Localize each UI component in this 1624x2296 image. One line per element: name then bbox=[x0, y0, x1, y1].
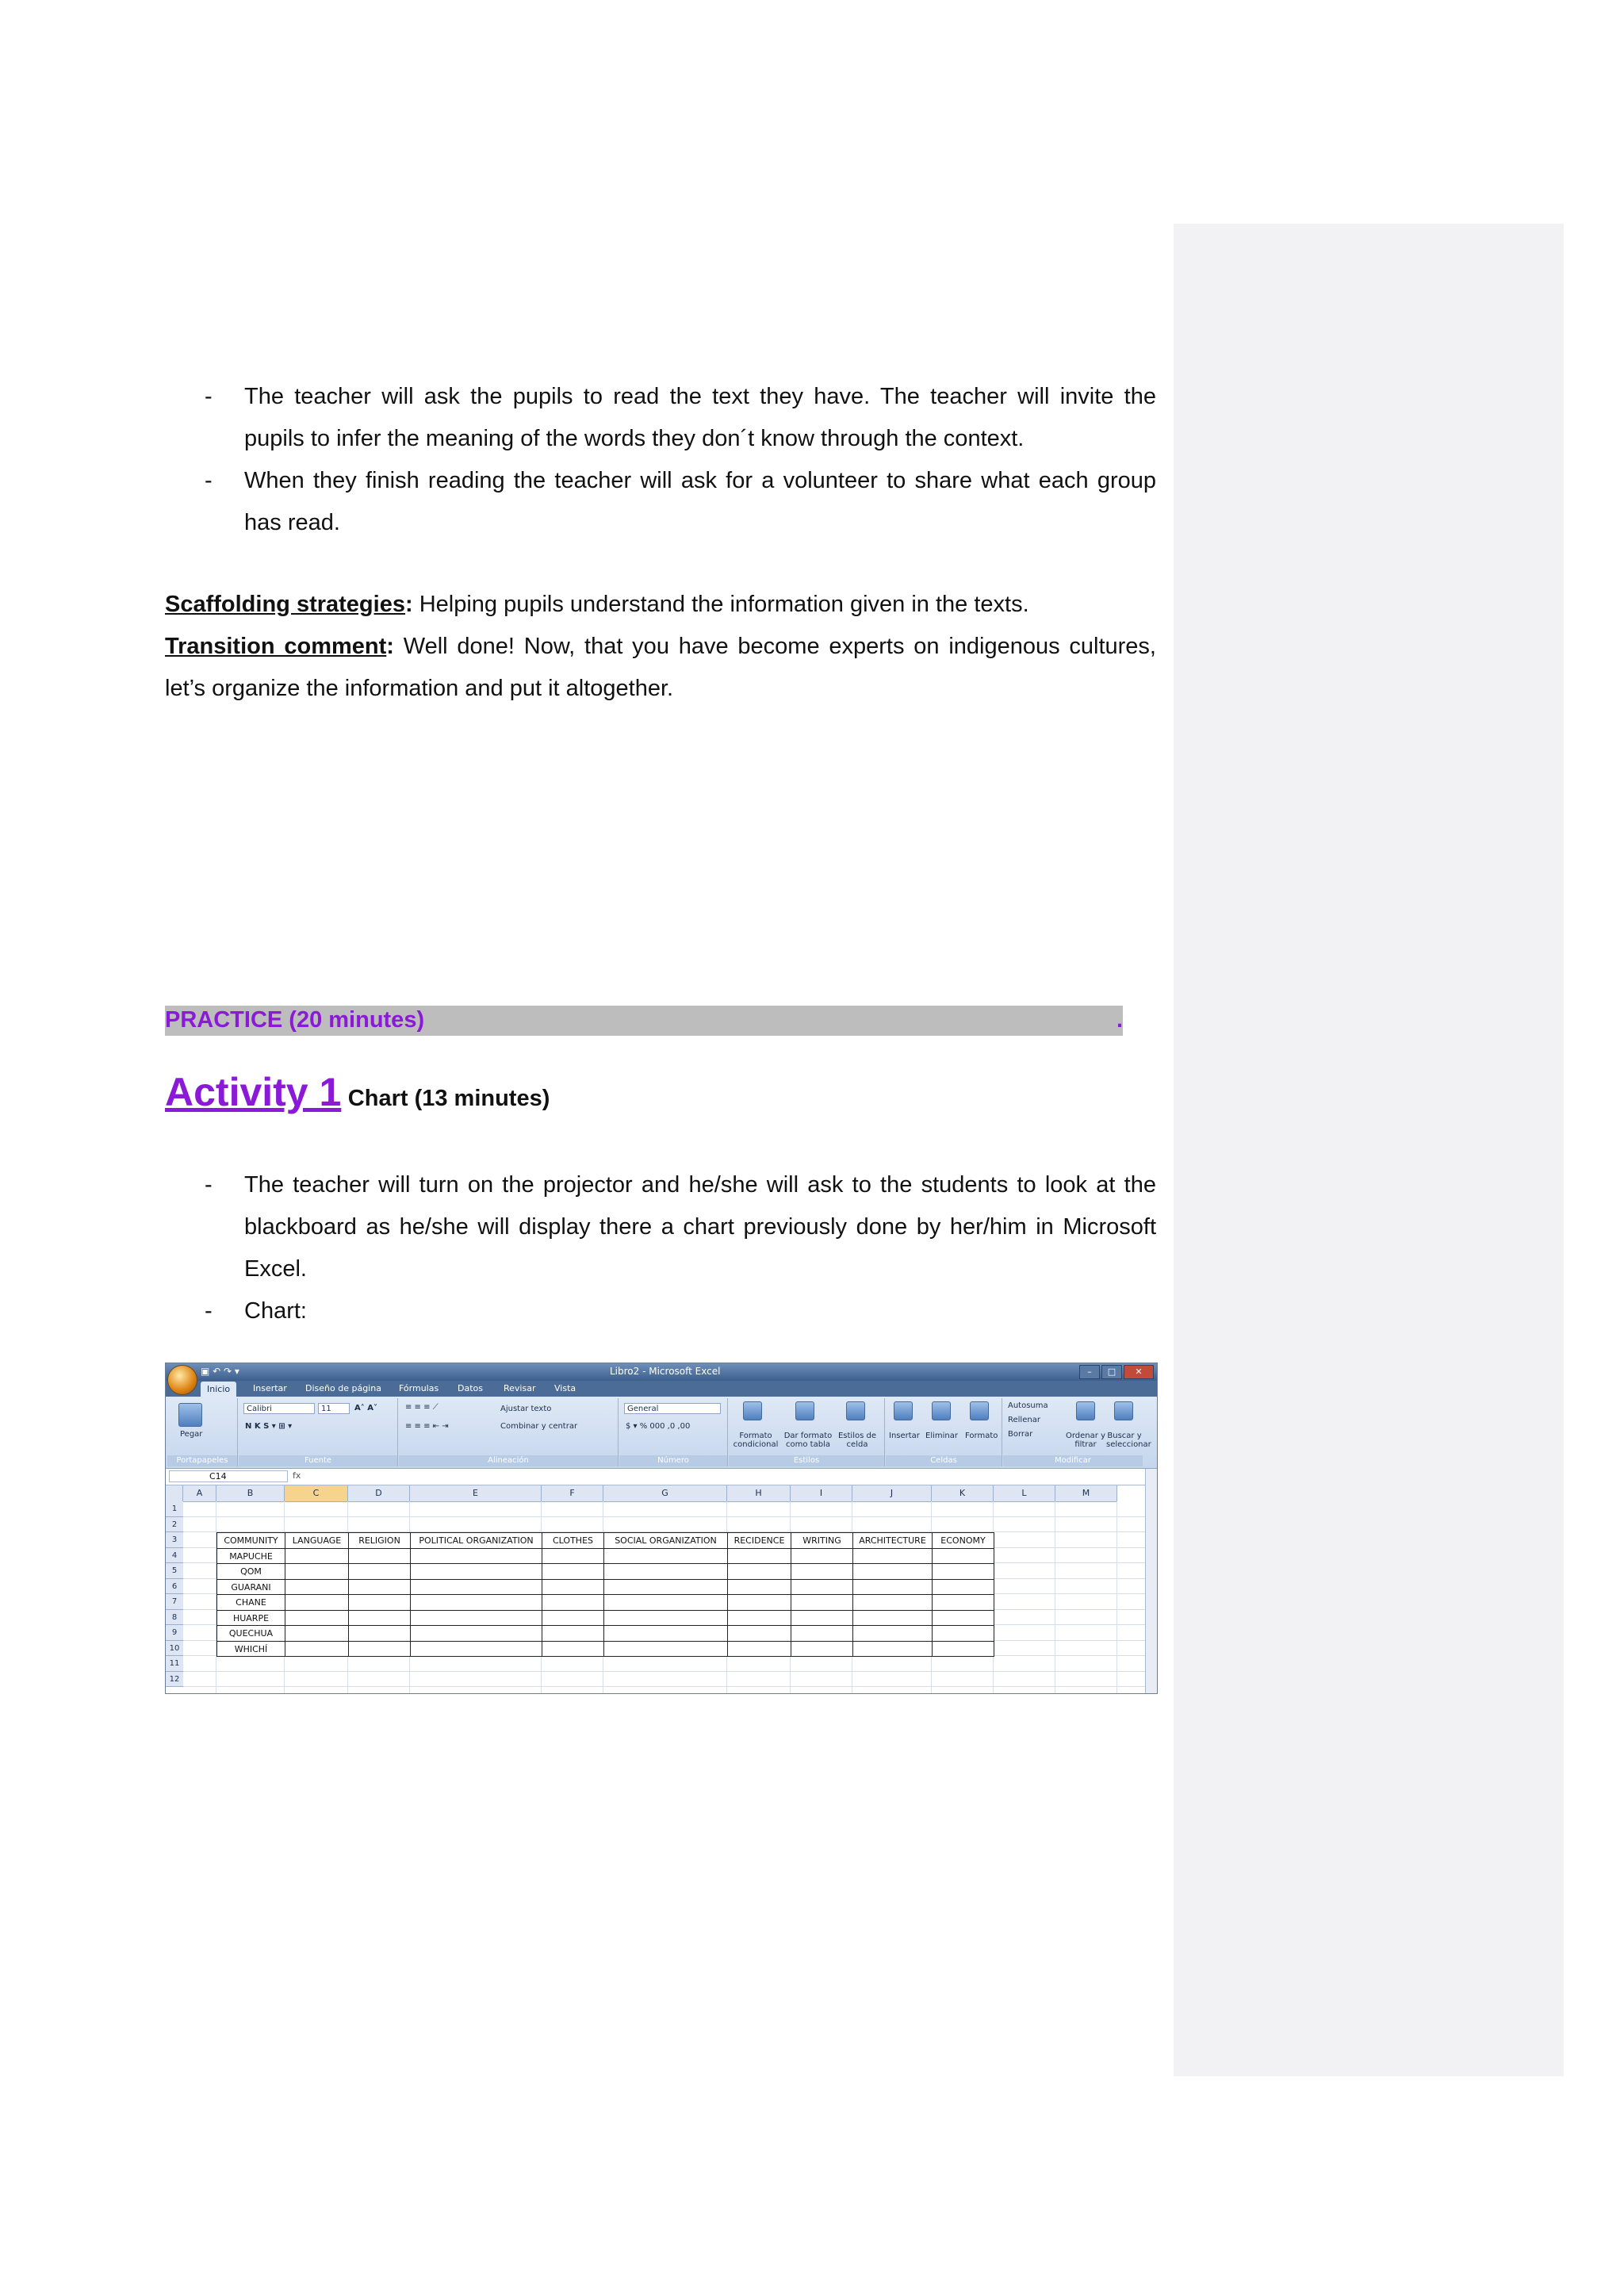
community-cell[interactable]: QOM bbox=[216, 1563, 285, 1580]
format-cells-icon[interactable] bbox=[970, 1401, 989, 1420]
table-cell[interactable] bbox=[727, 1594, 791, 1611]
activity-title bbox=[165, 1069, 550, 1115]
practice-dot: . bbox=[1116, 1007, 1123, 1033]
gridline bbox=[183, 1516, 1157, 1517]
column-header[interactable]: K bbox=[932, 1485, 994, 1501]
cell-styles-button[interactable]: Estilos de celda bbox=[837, 1432, 876, 1449]
column-header[interactable]: G bbox=[603, 1485, 727, 1501]
maximize-icon[interactable]: □ bbox=[1101, 1365, 1122, 1379]
bullet-dash: - bbox=[205, 384, 213, 409]
group-alignment bbox=[399, 1398, 619, 1466]
table-cell[interactable] bbox=[542, 1625, 604, 1642]
community-cell[interactable]: HUARPE bbox=[216, 1610, 285, 1627]
table-format-icon[interactable] bbox=[795, 1401, 814, 1420]
table-cell[interactable] bbox=[542, 1641, 604, 1658]
table-cell[interactable] bbox=[852, 1579, 933, 1596]
table-cell[interactable] bbox=[727, 1563, 791, 1580]
table-cell[interactable] bbox=[727, 1625, 791, 1642]
close-icon[interactable]: ✕ bbox=[1124, 1365, 1154, 1379]
group-label: Modificar bbox=[1003, 1455, 1143, 1466]
row-header[interactable]: 2 bbox=[166, 1517, 183, 1533]
bullet-dash: - bbox=[205, 1298, 213, 1324]
column-header[interactable]: B bbox=[216, 1485, 285, 1501]
table-header-cell[interactable]: WRITING bbox=[791, 1532, 853, 1549]
group-font bbox=[239, 1398, 398, 1466]
column-header[interactable]: I bbox=[791, 1485, 852, 1501]
scaffolding-colon: : bbox=[404, 592, 413, 617]
table-cell[interactable] bbox=[932, 1548, 994, 1565]
font-size-select[interactable]: 11 bbox=[318, 1403, 350, 1414]
table-cell[interactable] bbox=[542, 1610, 604, 1627]
table-cell[interactable] bbox=[932, 1641, 994, 1658]
scaffolding-paragraph bbox=[165, 584, 1156, 626]
column-header[interactable]: A bbox=[183, 1485, 216, 1501]
ribbon bbox=[166, 1397, 1157, 1469]
tab-diseno-pagina[interactable]: Diseño de página bbox=[305, 1383, 381, 1393]
insert-cells-icon[interactable] bbox=[894, 1401, 913, 1420]
practice-heading-bar bbox=[165, 1006, 1123, 1036]
formula-bar bbox=[166, 1469, 1157, 1485]
column-header[interactable]: J bbox=[852, 1485, 932, 1501]
table-header-cell[interactable]: ECONOMY bbox=[932, 1532, 994, 1549]
select-all-corner[interactable] bbox=[166, 1485, 183, 1501]
row-header[interactable]: 7 bbox=[166, 1594, 183, 1610]
transition-text: Well done! Now, that you have become experts on indigenous cultures, let’s organize the information and put it altogether. bbox=[165, 634, 1156, 701]
column-header[interactable]: M bbox=[1055, 1485, 1117, 1501]
table-cell[interactable] bbox=[348, 1594, 411, 1611]
table-cell[interactable] bbox=[410, 1641, 542, 1658]
row-header[interactable]: 9 bbox=[166, 1625, 183, 1641]
table-cell[interactable] bbox=[542, 1579, 604, 1596]
group-clipboard bbox=[167, 1398, 238, 1466]
group-cells bbox=[886, 1398, 1002, 1466]
community-cell[interactable]: GUARANI bbox=[216, 1579, 285, 1596]
table-cell[interactable] bbox=[348, 1641, 411, 1658]
table-header-cell[interactable]: POLITICAL ORGANIZATION bbox=[410, 1532, 542, 1549]
grow-font-icon[interactable]: A˄ A˅ bbox=[354, 1404, 377, 1412]
column-header[interactable]: C bbox=[285, 1485, 348, 1501]
comment-pane bbox=[1174, 224, 1564, 2076]
sort-filter-button[interactable]: Ordenar y filtrar bbox=[1066, 1432, 1105, 1449]
table-cell[interactable] bbox=[727, 1641, 791, 1658]
table-cell[interactable] bbox=[727, 1579, 791, 1596]
group-label: Fuente bbox=[239, 1455, 397, 1466]
table-cell[interactable] bbox=[791, 1625, 853, 1642]
format-table-button[interactable]: Dar formato como tabla bbox=[783, 1432, 833, 1449]
excel-window-title: Libro2 - Microsoft Excel bbox=[610, 1366, 721, 1377]
table-cell[interactable] bbox=[285, 1625, 349, 1642]
tab-inicio[interactable]: Inicio bbox=[201, 1382, 236, 1397]
delete-cells-icon[interactable] bbox=[932, 1401, 951, 1420]
column-header[interactable]: F bbox=[542, 1485, 603, 1501]
transition-paragraph bbox=[165, 626, 1156, 710]
community-cell[interactable]: MAPUCHE bbox=[216, 1548, 285, 1565]
table-cell[interactable] bbox=[410, 1610, 542, 1627]
table-header-cell[interactable]: LANGUAGE bbox=[285, 1532, 349, 1549]
table-cell[interactable] bbox=[410, 1563, 542, 1580]
minimize-icon[interactable]: – bbox=[1079, 1365, 1100, 1379]
group-styles bbox=[729, 1398, 885, 1466]
table-cell[interactable] bbox=[285, 1548, 349, 1565]
table-cell[interactable] bbox=[852, 1610, 933, 1627]
excel-screenshot bbox=[165, 1363, 1158, 1694]
bullet-dash: - bbox=[205, 1172, 213, 1198]
group-label: Portapapeles bbox=[167, 1455, 237, 1466]
table-cell[interactable] bbox=[348, 1563, 411, 1580]
table-cell[interactable] bbox=[727, 1548, 791, 1565]
column-header[interactable]: H bbox=[727, 1485, 791, 1501]
bullet-item bbox=[165, 376, 1156, 460]
table-cell[interactable] bbox=[410, 1579, 542, 1596]
table-cell[interactable] bbox=[410, 1625, 542, 1642]
table-cell[interactable] bbox=[932, 1625, 994, 1642]
strategy-paragraphs bbox=[165, 584, 1156, 710]
sort-filter-icon[interactable] bbox=[1076, 1401, 1095, 1420]
table-cell[interactable] bbox=[932, 1563, 994, 1580]
tab-vista[interactable]: Vista bbox=[554, 1383, 576, 1393]
wrap-text-button[interactable]: Ajustar texto bbox=[500, 1405, 552, 1413]
gridline bbox=[1116, 1501, 1117, 1694]
table-cell[interactable] bbox=[285, 1641, 349, 1658]
activity-bullet-list bbox=[165, 1164, 1156, 1332]
table-cell[interactable] bbox=[603, 1594, 728, 1611]
row-header[interactable]: 5 bbox=[166, 1563, 183, 1579]
table-cell[interactable] bbox=[348, 1579, 411, 1596]
group-number bbox=[619, 1398, 728, 1466]
row-header[interactable]: 12 bbox=[166, 1672, 183, 1688]
row-header[interactable]: 11 bbox=[166, 1656, 183, 1672]
table-cell[interactable] bbox=[852, 1625, 933, 1642]
table-cell[interactable] bbox=[542, 1563, 604, 1580]
table-header-cell[interactable]: CLOTHES bbox=[542, 1532, 604, 1549]
table-cell[interactable] bbox=[852, 1563, 933, 1580]
bullet-text: When they finish reading the teacher will ask for a volunteer to share what each group has read. bbox=[244, 468, 1156, 535]
table-cell[interactable] bbox=[852, 1548, 933, 1565]
column-header[interactable]: D bbox=[348, 1485, 410, 1501]
table-cell[interactable] bbox=[285, 1563, 349, 1580]
table-cell[interactable] bbox=[932, 1610, 994, 1627]
group-editing bbox=[1003, 1398, 1151, 1466]
table-header-cell[interactable]: RELIGION bbox=[348, 1532, 411, 1549]
table-cell[interactable] bbox=[727, 1610, 791, 1627]
table-cell[interactable] bbox=[285, 1594, 349, 1611]
office-button-icon[interactable] bbox=[167, 1365, 197, 1395]
table-cell[interactable] bbox=[348, 1548, 411, 1565]
quick-access-toolbar-icon: ▣ ↶ ↷ ▾ bbox=[201, 1366, 239, 1377]
table-cell[interactable] bbox=[285, 1579, 349, 1596]
tab-formulas[interactable]: Fórmulas bbox=[399, 1383, 439, 1393]
community-cell[interactable]: QUECHUA bbox=[216, 1625, 285, 1642]
insert-button[interactable]: Insertar bbox=[889, 1432, 920, 1440]
scaffolding-text: Helping pupils understand the information given in the texts. bbox=[412, 592, 1029, 617]
tab-datos[interactable]: Datos bbox=[458, 1383, 483, 1393]
autosum-button[interactable]: Autosuma bbox=[1008, 1401, 1048, 1410]
group-label: Alineación bbox=[399, 1455, 618, 1466]
row-header[interactable]: 1 bbox=[166, 1501, 183, 1517]
group-label: Celdas bbox=[886, 1455, 1002, 1466]
row-header[interactable]: 6 bbox=[166, 1579, 183, 1595]
cell-styles-icon[interactable] bbox=[846, 1401, 865, 1420]
row-header[interactable]: 10 bbox=[166, 1641, 183, 1657]
table-cell[interactable] bbox=[932, 1594, 994, 1611]
table-cell[interactable] bbox=[603, 1641, 728, 1658]
column-header[interactable]: E bbox=[410, 1485, 542, 1501]
table-cell[interactable] bbox=[791, 1563, 853, 1580]
delete-button[interactable]: Eliminar bbox=[925, 1432, 958, 1440]
table-cell[interactable] bbox=[603, 1563, 728, 1580]
table-header-cell[interactable]: SOCIAL ORGANIZATION bbox=[603, 1532, 728, 1549]
scaffolding-label: Scaffolding strategies bbox=[165, 592, 405, 617]
top-bullet-list bbox=[165, 376, 1156, 544]
table-cell[interactable] bbox=[932, 1579, 994, 1596]
group-label: Número bbox=[619, 1455, 727, 1466]
table-cell[interactable] bbox=[603, 1579, 728, 1596]
practice-heading: PRACTICE (20 minutes) bbox=[165, 1007, 425, 1033]
table-header-cell[interactable]: RECIDENCE bbox=[727, 1532, 791, 1549]
row-header[interactable]: 4 bbox=[166, 1548, 183, 1564]
table-cell[interactable] bbox=[542, 1594, 604, 1611]
merge-center-button[interactable]: Combinar y centrar bbox=[500, 1422, 578, 1431]
vertical-scrollbar[interactable] bbox=[1145, 1469, 1157, 1694]
table-cell[interactable] bbox=[603, 1548, 728, 1565]
bullet-text: The teacher will turn on the projector and he/she will ask to the students to look at the blackboard as he/she will display there a chart previously done by her/him in Microsoft Excel. bbox=[244, 1172, 1156, 1282]
table-cell[interactable] bbox=[348, 1625, 411, 1642]
ribbon-tabs bbox=[166, 1381, 1157, 1397]
group-label: Estilos bbox=[729, 1455, 884, 1466]
community-cell[interactable]: CHANE bbox=[216, 1594, 285, 1611]
name-box[interactable]: C14 bbox=[169, 1470, 288, 1482]
table-header-cell[interactable]: COMMUNITY bbox=[216, 1532, 285, 1549]
bold-italic-underline-icon[interactable]: N K S ▾ ⊞ ▾ bbox=[245, 1422, 293, 1431]
table-cell[interactable] bbox=[791, 1579, 853, 1596]
excel-title-bar bbox=[166, 1363, 1157, 1381]
bullet-item bbox=[165, 460, 1156, 544]
table-cell[interactable] bbox=[791, 1548, 853, 1565]
conditional-format-icon[interactable] bbox=[743, 1401, 762, 1420]
gridline bbox=[183, 1671, 1157, 1672]
table-cell[interactable] bbox=[603, 1610, 728, 1627]
table-cell[interactable] bbox=[603, 1625, 728, 1642]
number-format-select[interactable]: General bbox=[624, 1403, 721, 1414]
table-cell[interactable] bbox=[348, 1610, 411, 1627]
format-button[interactable]: Formato bbox=[965, 1432, 998, 1440]
table-cell[interactable] bbox=[791, 1594, 853, 1611]
bullet-text: The teacher will ask the pupils to read the text they have. The teacher will invite the pupils to infer the meaning of the words they don´t know through the context. bbox=[244, 384, 1156, 451]
table-header-cell[interactable]: ARCHITECTURE bbox=[852, 1532, 933, 1549]
bullet-item bbox=[165, 1164, 1156, 1290]
bullet-text: Chart: bbox=[244, 1298, 307, 1324]
paste-icon[interactable] bbox=[178, 1403, 202, 1427]
table-cell[interactable] bbox=[285, 1610, 349, 1627]
fill-button[interactable]: Rellenar bbox=[1008, 1416, 1040, 1424]
conditional-format-button[interactable]: Formato condicional bbox=[733, 1432, 779, 1449]
table-cell[interactable] bbox=[791, 1641, 853, 1658]
paste-label[interactable]: Pegar bbox=[180, 1430, 203, 1439]
tab-revisar[interactable]: Revisar bbox=[504, 1383, 536, 1393]
table-cell[interactable] bbox=[542, 1548, 604, 1565]
tab-insertar[interactable]: Insertar bbox=[253, 1383, 287, 1393]
transition-colon: : bbox=[386, 634, 394, 659]
bullet-item bbox=[165, 1290, 1156, 1332]
bullet-dash: - bbox=[205, 468, 213, 493]
table-cell[interactable] bbox=[791, 1610, 853, 1627]
find-select-icon[interactable] bbox=[1114, 1401, 1133, 1420]
row-header[interactable]: 3 bbox=[166, 1532, 183, 1548]
clear-button[interactable]: Borrar bbox=[1008, 1430, 1033, 1439]
find-select-button[interactable]: Buscar y seleccionar bbox=[1106, 1432, 1151, 1449]
align-top-icon[interactable]: ≡ ≡ ≡ ⟋ bbox=[405, 1403, 439, 1412]
table-cell[interactable] bbox=[852, 1594, 933, 1611]
column-header[interactable]: L bbox=[994, 1485, 1055, 1501]
currency-percent-icon[interactable]: $ ▾ % 000 ,0 ,00 bbox=[626, 1422, 691, 1431]
fx-icon[interactable]: fx bbox=[293, 1470, 301, 1481]
font-name-select[interactable]: Calibri bbox=[243, 1403, 315, 1414]
row-header[interactable]: 8 bbox=[166, 1610, 183, 1626]
community-cell[interactable]: WHICHÍ bbox=[216, 1641, 285, 1658]
gridline bbox=[183, 1686, 1157, 1687]
activity-number: Activity 1 bbox=[165, 1070, 342, 1114]
table-cell[interactable] bbox=[410, 1594, 542, 1611]
align-left-icon[interactable]: ≡ ≡ ≡ ⇤ ⇥ bbox=[405, 1422, 449, 1431]
activity-subtitle: Chart (13 minutes) bbox=[347, 1086, 550, 1111]
table-cell[interactable] bbox=[852, 1641, 933, 1658]
window-controls bbox=[1079, 1365, 1154, 1379]
table-cell[interactable] bbox=[410, 1548, 542, 1565]
transition-label: Transition comment bbox=[165, 634, 387, 659]
